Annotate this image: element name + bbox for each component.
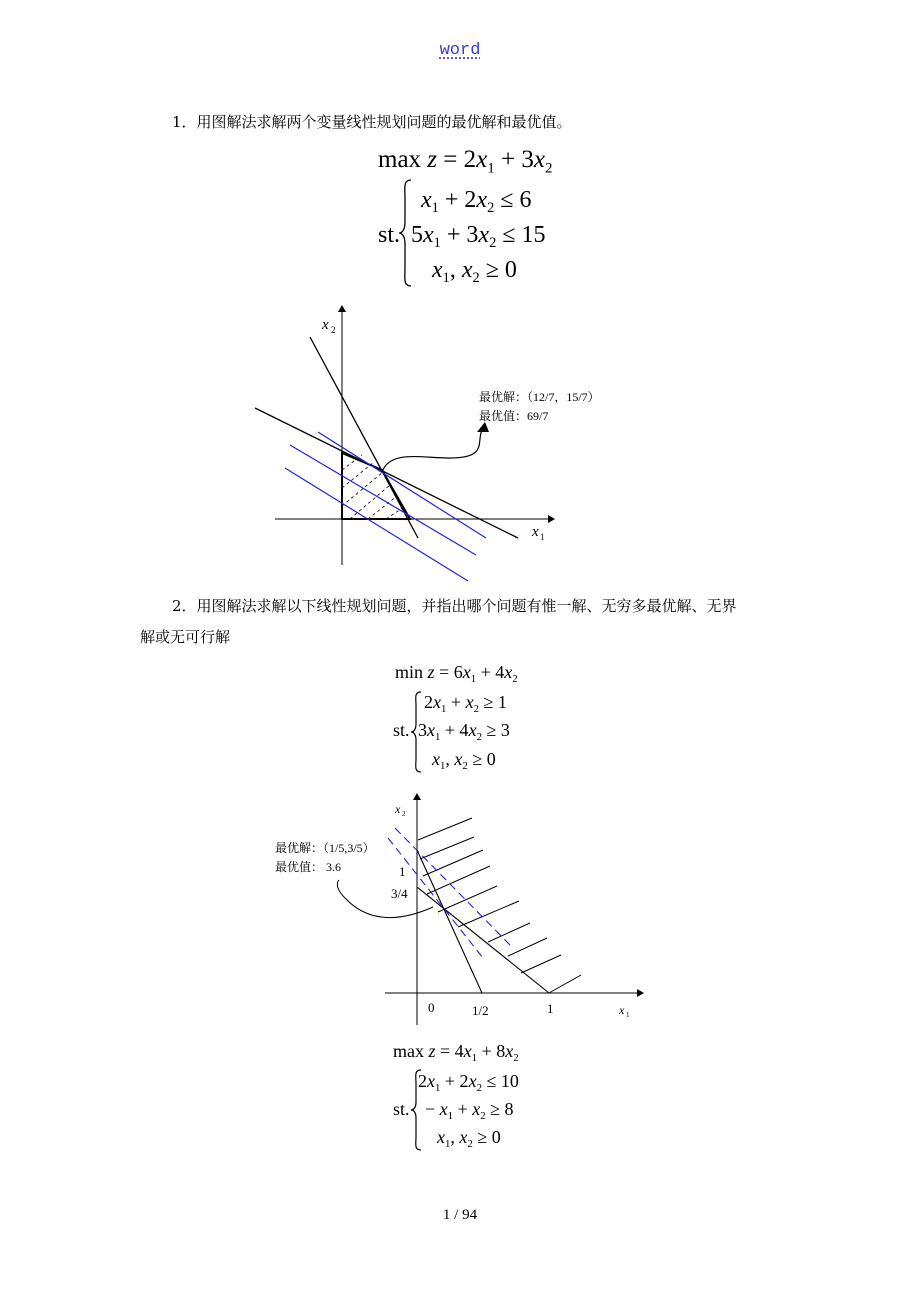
x-axis-label: x	[532, 524, 539, 540]
problem1-statement: 1．用图解法求解两个变量线性规划问题的最优解和最优值。	[172, 113, 572, 131]
problem2a-constraint-1: $2x_1 + x_2 \ge 1$	[424, 692, 507, 715]
problem2-statement-line1: 2．用图解法求解以下线性规划问题，并指出哪个问题有惟一解、无穷多最优解、无界	[172, 597, 737, 615]
x-axis-sub: 1	[626, 1011, 630, 1019]
y-axis-arrow	[338, 305, 346, 312]
objective-var: z	[427, 146, 438, 173]
x-axis-arrow	[548, 515, 555, 523]
problem1-constraint-2: $5x_1 + 3x_2 \le 15$	[411, 222, 546, 252]
problem2b-constraint-1: $2x_1 + 2x_2 \le 10$	[418, 1071, 519, 1094]
header-link[interactable]: word	[439, 41, 481, 60]
problem2b-objective: $\max z = 4x_1 + 8x_2$	[393, 1041, 519, 1064]
objective-op: max	[378, 146, 422, 173]
problem2a-constraint-2: $3x_1 + 4x_2 \ge 3$	[418, 720, 510, 743]
optimum-arrow	[382, 428, 483, 472]
problem2b-st-label: st.	[393, 1099, 410, 1119]
problem2a-st-label: st.	[393, 720, 410, 740]
problem1-graph	[250, 300, 600, 590]
y-axis-sub: 2	[402, 810, 406, 818]
y-axis-label: x	[395, 802, 401, 816]
constraint-line-1	[417, 850, 482, 993]
constraint-line-2	[417, 887, 549, 993]
tick-y-one: 1	[399, 864, 406, 879]
iso-line-3	[285, 468, 468, 581]
tick-x-one: 1	[547, 1001, 554, 1016]
problem2a-constraint-3: $x_1$, $x_2 \ge 0$	[432, 749, 496, 772]
problem2a-objective: $\min z = 6x_1 + 4x_2$	[395, 662, 518, 685]
problem2b-constraint-3: $x_1$, $x_2 \ge 0$	[437, 1127, 501, 1150]
tick-x-half: 1/2	[472, 1003, 489, 1018]
x-axis-sub: 1	[540, 532, 545, 542]
x-axis-arrow	[637, 989, 644, 997]
problem2-statement-line2: 解或无可行解	[140, 628, 231, 646]
objective-eq: =	[443, 146, 458, 173]
optimum-solution-text: 最优解：（1/5,3/5）	[275, 841, 375, 855]
problem1-constraint-3: $x_1$, $x_2 \ge 0$	[432, 257, 517, 287]
page-number: 1 / 94	[442, 1207, 478, 1223]
y-axis-sub: 2	[331, 325, 336, 335]
problem2a-graph	[265, 790, 655, 1030]
problem1-st-label: st.	[378, 222, 401, 248]
iso-line-2	[290, 445, 476, 555]
problem1-constraint-1: $x_1 + 2x_2 \le 6$	[421, 187, 532, 217]
iso-line-1	[318, 432, 486, 538]
optimum-value-text: 最优值：69/7	[479, 409, 549, 423]
optimum-arrow	[337, 880, 433, 918]
optimum-value-text: 最优值： 3.6	[275, 860, 342, 874]
optimum-arrowhead	[477, 422, 489, 432]
tick-y-three-quarters: 3/4	[391, 886, 408, 901]
x-axis-label: x	[619, 1003, 625, 1017]
y-axis-arrow	[413, 793, 421, 800]
optimum-solution-text: 最优解：（12/7，15/7）	[479, 390, 600, 404]
problem2b-constraint-2: − $x_1 + x_2 \ge 8$	[425, 1099, 514, 1122]
problem1-objective: $\max z = 2x_1 + 3x_2$	[378, 146, 553, 177]
y-axis-label: x	[322, 317, 329, 333]
tick-origin: 0	[428, 1000, 435, 1015]
